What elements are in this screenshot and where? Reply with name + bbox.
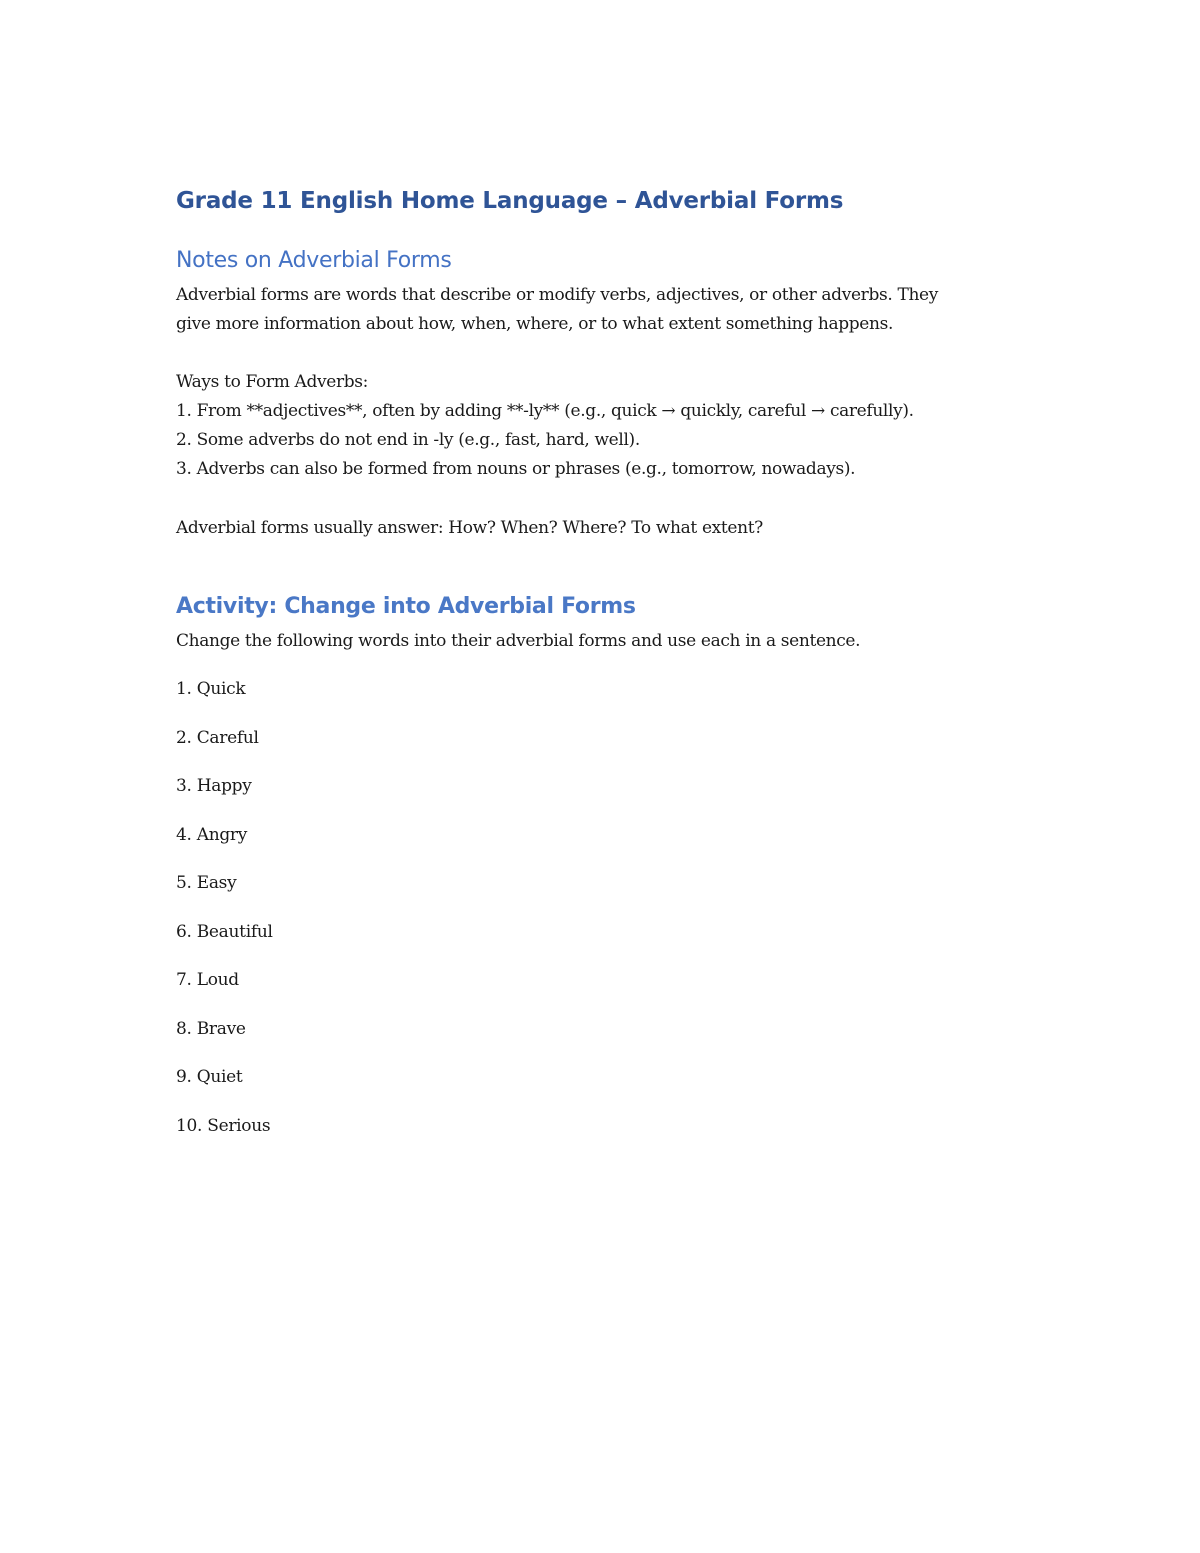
list-item: 5. Easy	[176, 873, 237, 893]
notes-intro	[176, 281, 938, 339]
answer-line: Adverbial forms usually answer: How? When? Where? To what extent?	[176, 518, 763, 538]
intro-line: give more information about how, when, where, or to what extent something happens.	[176, 314, 894, 334]
list-item: 3. Happy	[176, 776, 252, 796]
ways-item: 3. Adverbs can also be formed from nouns or phrases (e.g., tomorrow, nowadays).	[176, 459, 856, 479]
ways-item: 1. From **adjectives**, often by adding **-ly** (e.g., quick → quickly, careful → carefully).	[176, 401, 914, 421]
ways-heading: Ways to Form Adverbs:	[176, 372, 369, 392]
list-item: 4. Angry	[176, 824, 248, 845]
list-item: 8. Brave	[176, 1018, 246, 1039]
list-item: 1. Quick	[176, 679, 246, 699]
intro-line: Adverbial forms are words that describe or modify verbs, adjectives, or other adverbs. They	[176, 285, 939, 305]
list-item: 2. Careful	[176, 727, 259, 748]
list-item: 7. Loud	[176, 970, 239, 990]
list-item: 6. Beautiful	[176, 921, 273, 942]
activity-instruction: Change the following words into their adverbial forms and use each in a sentence.	[176, 631, 861, 651]
list-item: 10. Serious	[176, 1115, 271, 1136]
activity-word-list	[176, 675, 273, 1160]
ways-item: 2. Some adverbs do not end in -ly (e.g., fast, hard, well).	[176, 430, 640, 450]
notes-heading: Notes on Adverbial Forms	[176, 248, 452, 273]
ways-to-form-adverbs	[176, 368, 914, 484]
document-title: Grade 11 English Home Language – Adverbial Forms	[176, 188, 844, 214]
activity-heading: Activity: Change into Adverbial Forms	[176, 594, 636, 619]
list-item: 9. Quiet	[176, 1067, 243, 1087]
